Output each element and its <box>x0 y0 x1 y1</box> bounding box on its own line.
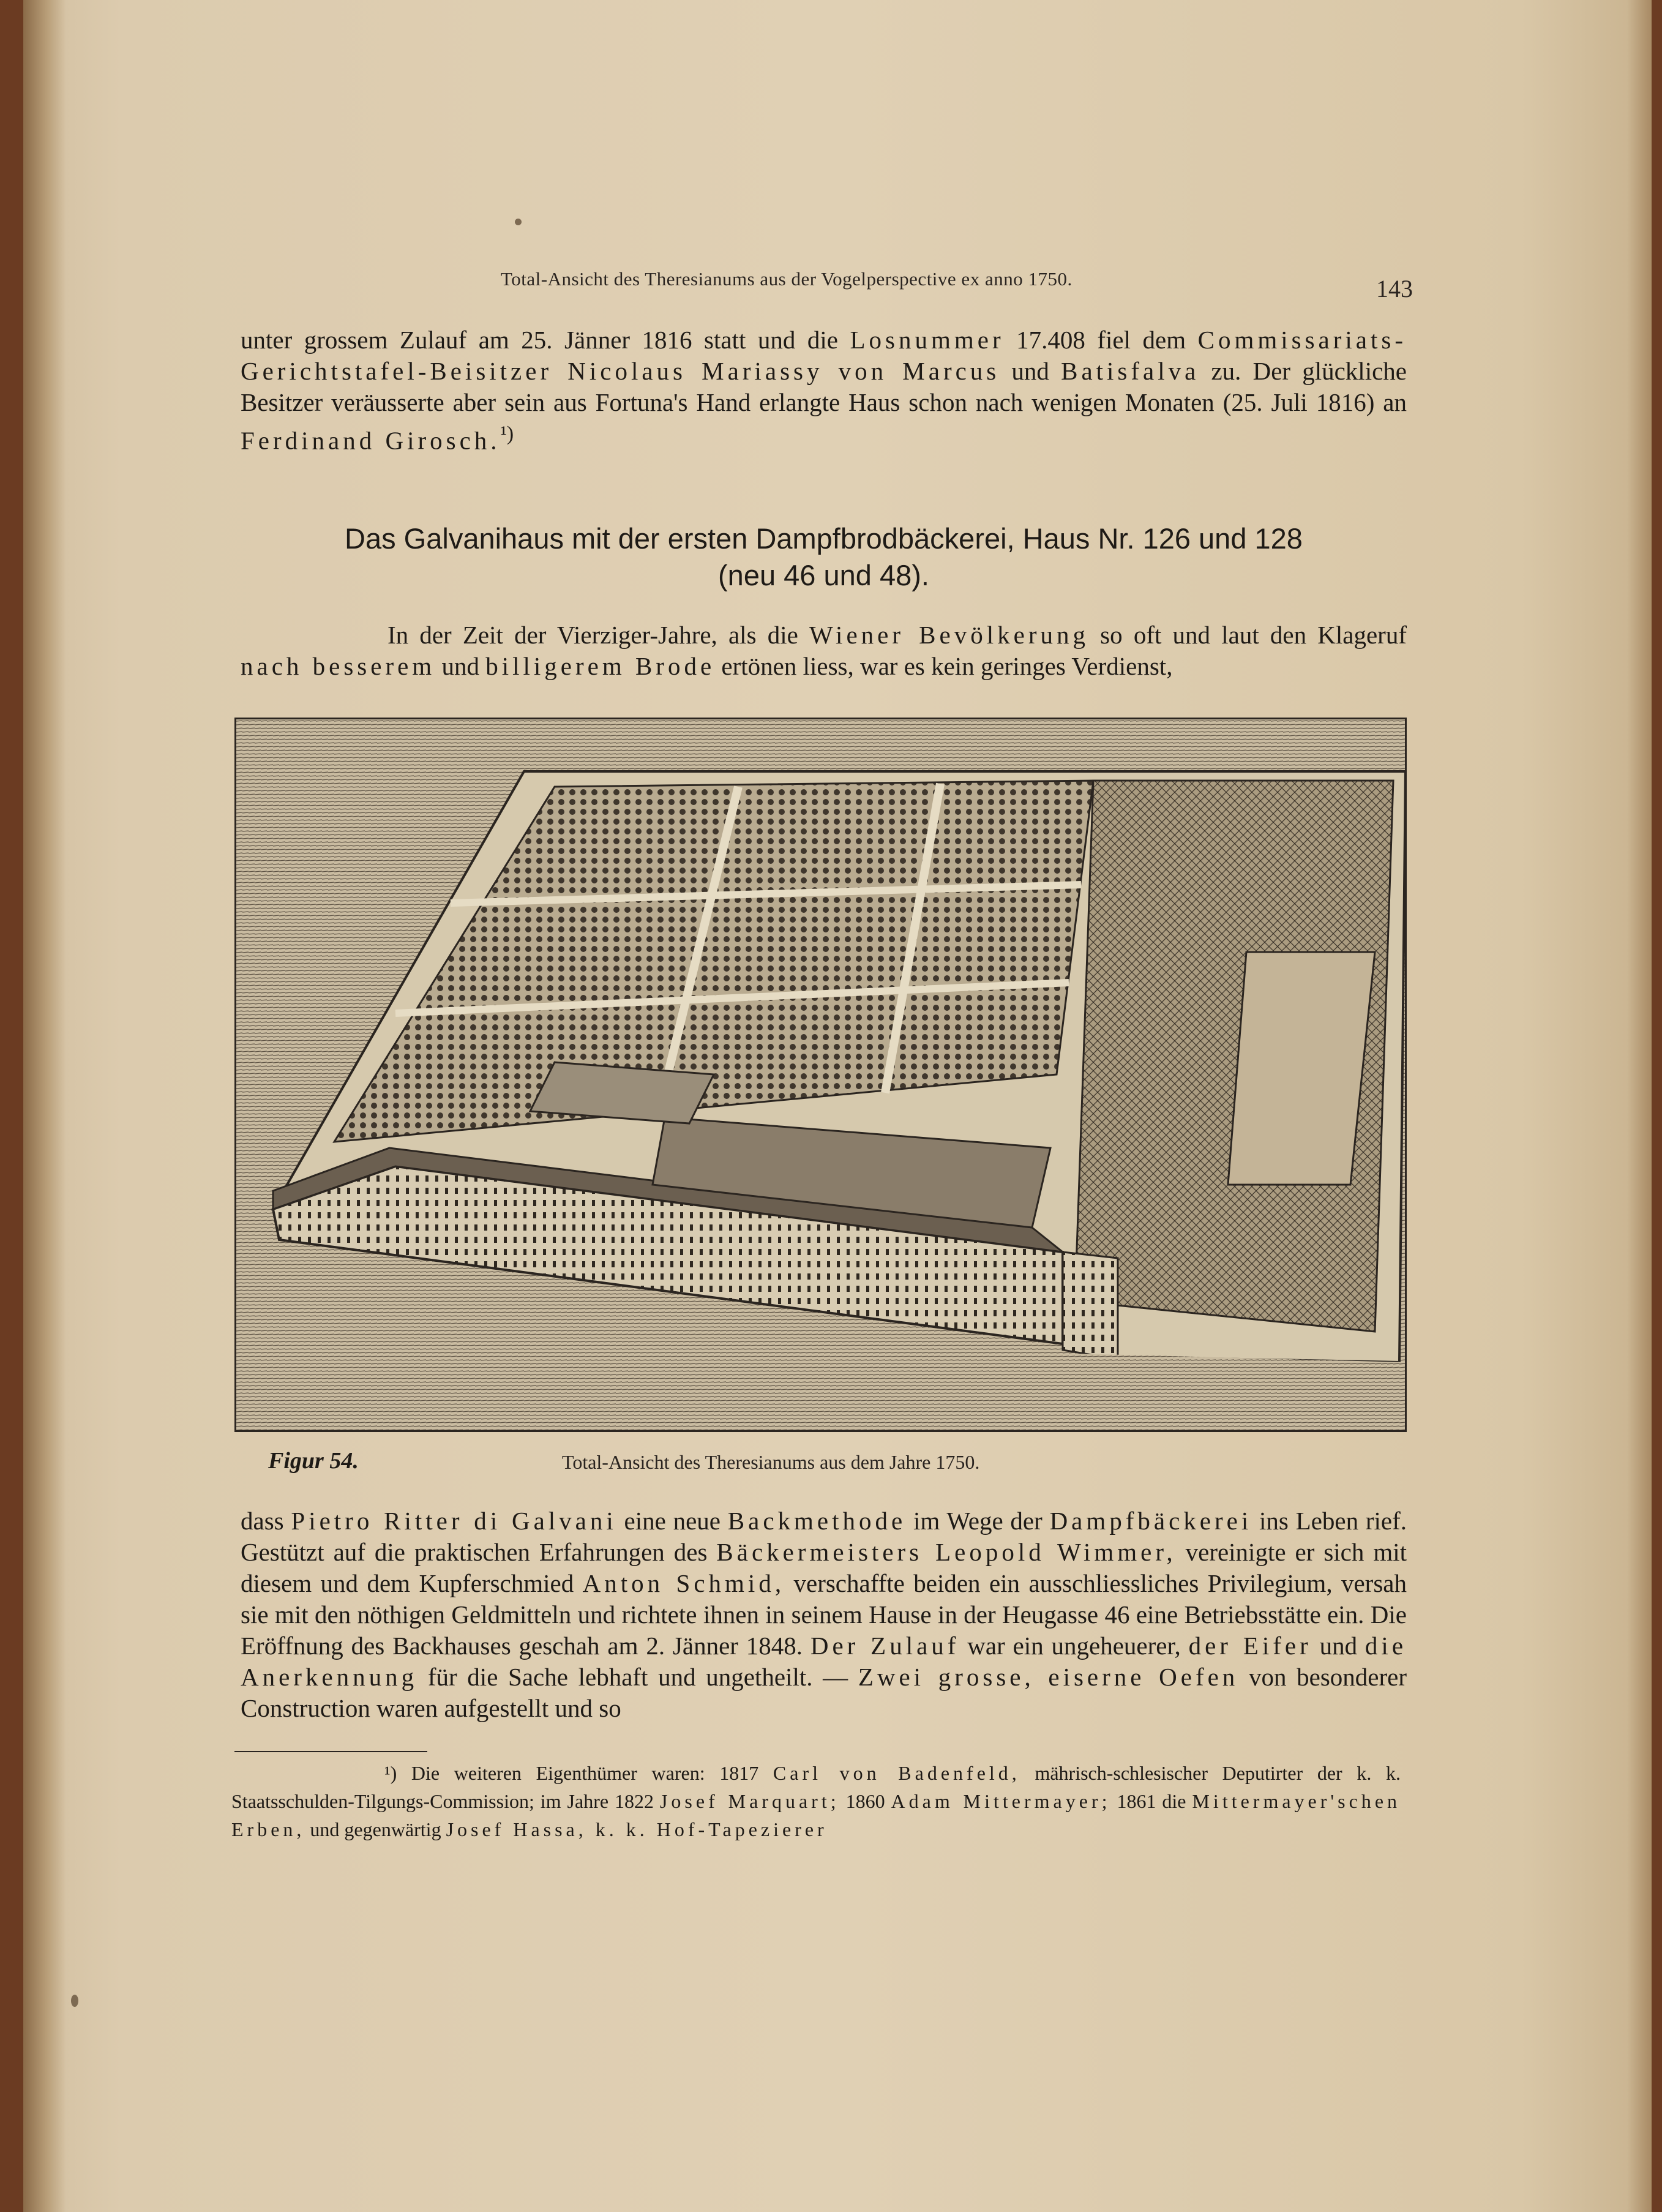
running-header: Total-Ansicht des Theresianums aus der Vogelperspective ex anno 1750. <box>501 268 1072 290</box>
paper-spot <box>71 1995 78 2007</box>
paragraph-lottery: unter grossem Zulauf am 25. Jänner 1816 statt und die Losnummer 17.408 fiel dem Commissariats-Gerichtstafel-Beisitzer Nicolaus Mariassy von Marcus und Batisfalva zu. Der glückliche Besitzer veräusserte aber sein aus Fortuna's Hand erlangte Haus schon nach wenigen Monaten (25. Juli 1816) an Ferdinand Girosch.$^{^1)}$ <box>241 326 1407 455</box>
engraving-illustration <box>236 719 1405 1430</box>
paper-spot <box>515 219 522 225</box>
paragraph-galvani: dass Pietro Ritter di Galvani eine neue Backmethode im Wege der Dampfbäckerei ins Leben rief. Gestützt auf die praktischen Erfahrungen des Bäckermeisters Leopold Wimmer, vereinigte er sich mit diesem und dem Kupferschmied Anton Schmid, verschaffte beiden ein ausschliessliches Privilegium, versah sie mit den nöthigen Geldmitteln und richtete ihnen in seinem Hause in der Heugasse 46 eine Betriebsstätte ein. Die Eröffnung des Backhauses geschah am 2. Jänner 1848. Der Zulauf war ein ungeheuerer, der Eifer und die Anerkennung für die Sache lebhaft und ungetheilt. — Zwei grosse, eiserne Oefen von besonderer Construction waren aufgestellt und so <box>241 1507 1407 1722</box>
page-edge-shadow <box>1627 0 1652 2212</box>
paragraph-intro: In der Zeit der Vierziger-Jahre, als die Wiener Bevölkerung so oft und laut den Klageruf nach besserem und billigerem Brode ertönen liess, war es kein geringes Verdienst, <box>241 621 1407 680</box>
figure-label: Figur 54. <box>268 1448 359 1474</box>
book-page <box>23 0 1652 2212</box>
figure-caption: Total-Ansicht des Theresianums aus dem Jahre 1750. <box>562 1451 980 1473</box>
footnote: ¹) Die weiteren Eigenthümer waren: 1817 Carl von Badenfeld, mährisch-schlesischer Deputirter der k. k. Staatsschulden-Tilgungs-Commission; im Jahre 1822 Josef Marquart; 1860 Adam Mittermayer; 1861 die Mittermayer'schen Erben, und gegenwärtig Josef Hassa, k. k. Hof-Tapezierer <box>231 1762 1401 1840</box>
page-gutter-shadow <box>23 0 66 2212</box>
page-number: 143 <box>1376 275 1413 302</box>
theresianum-engraving <box>234 718 1407 1432</box>
section-heading: Das Galvanihaus mit der ersten Dampfbrodbäckerei, Haus Nr. 126 und 128 (neu 46 und 48). <box>345 522 1303 591</box>
footnote-rule <box>234 1751 427 1752</box>
